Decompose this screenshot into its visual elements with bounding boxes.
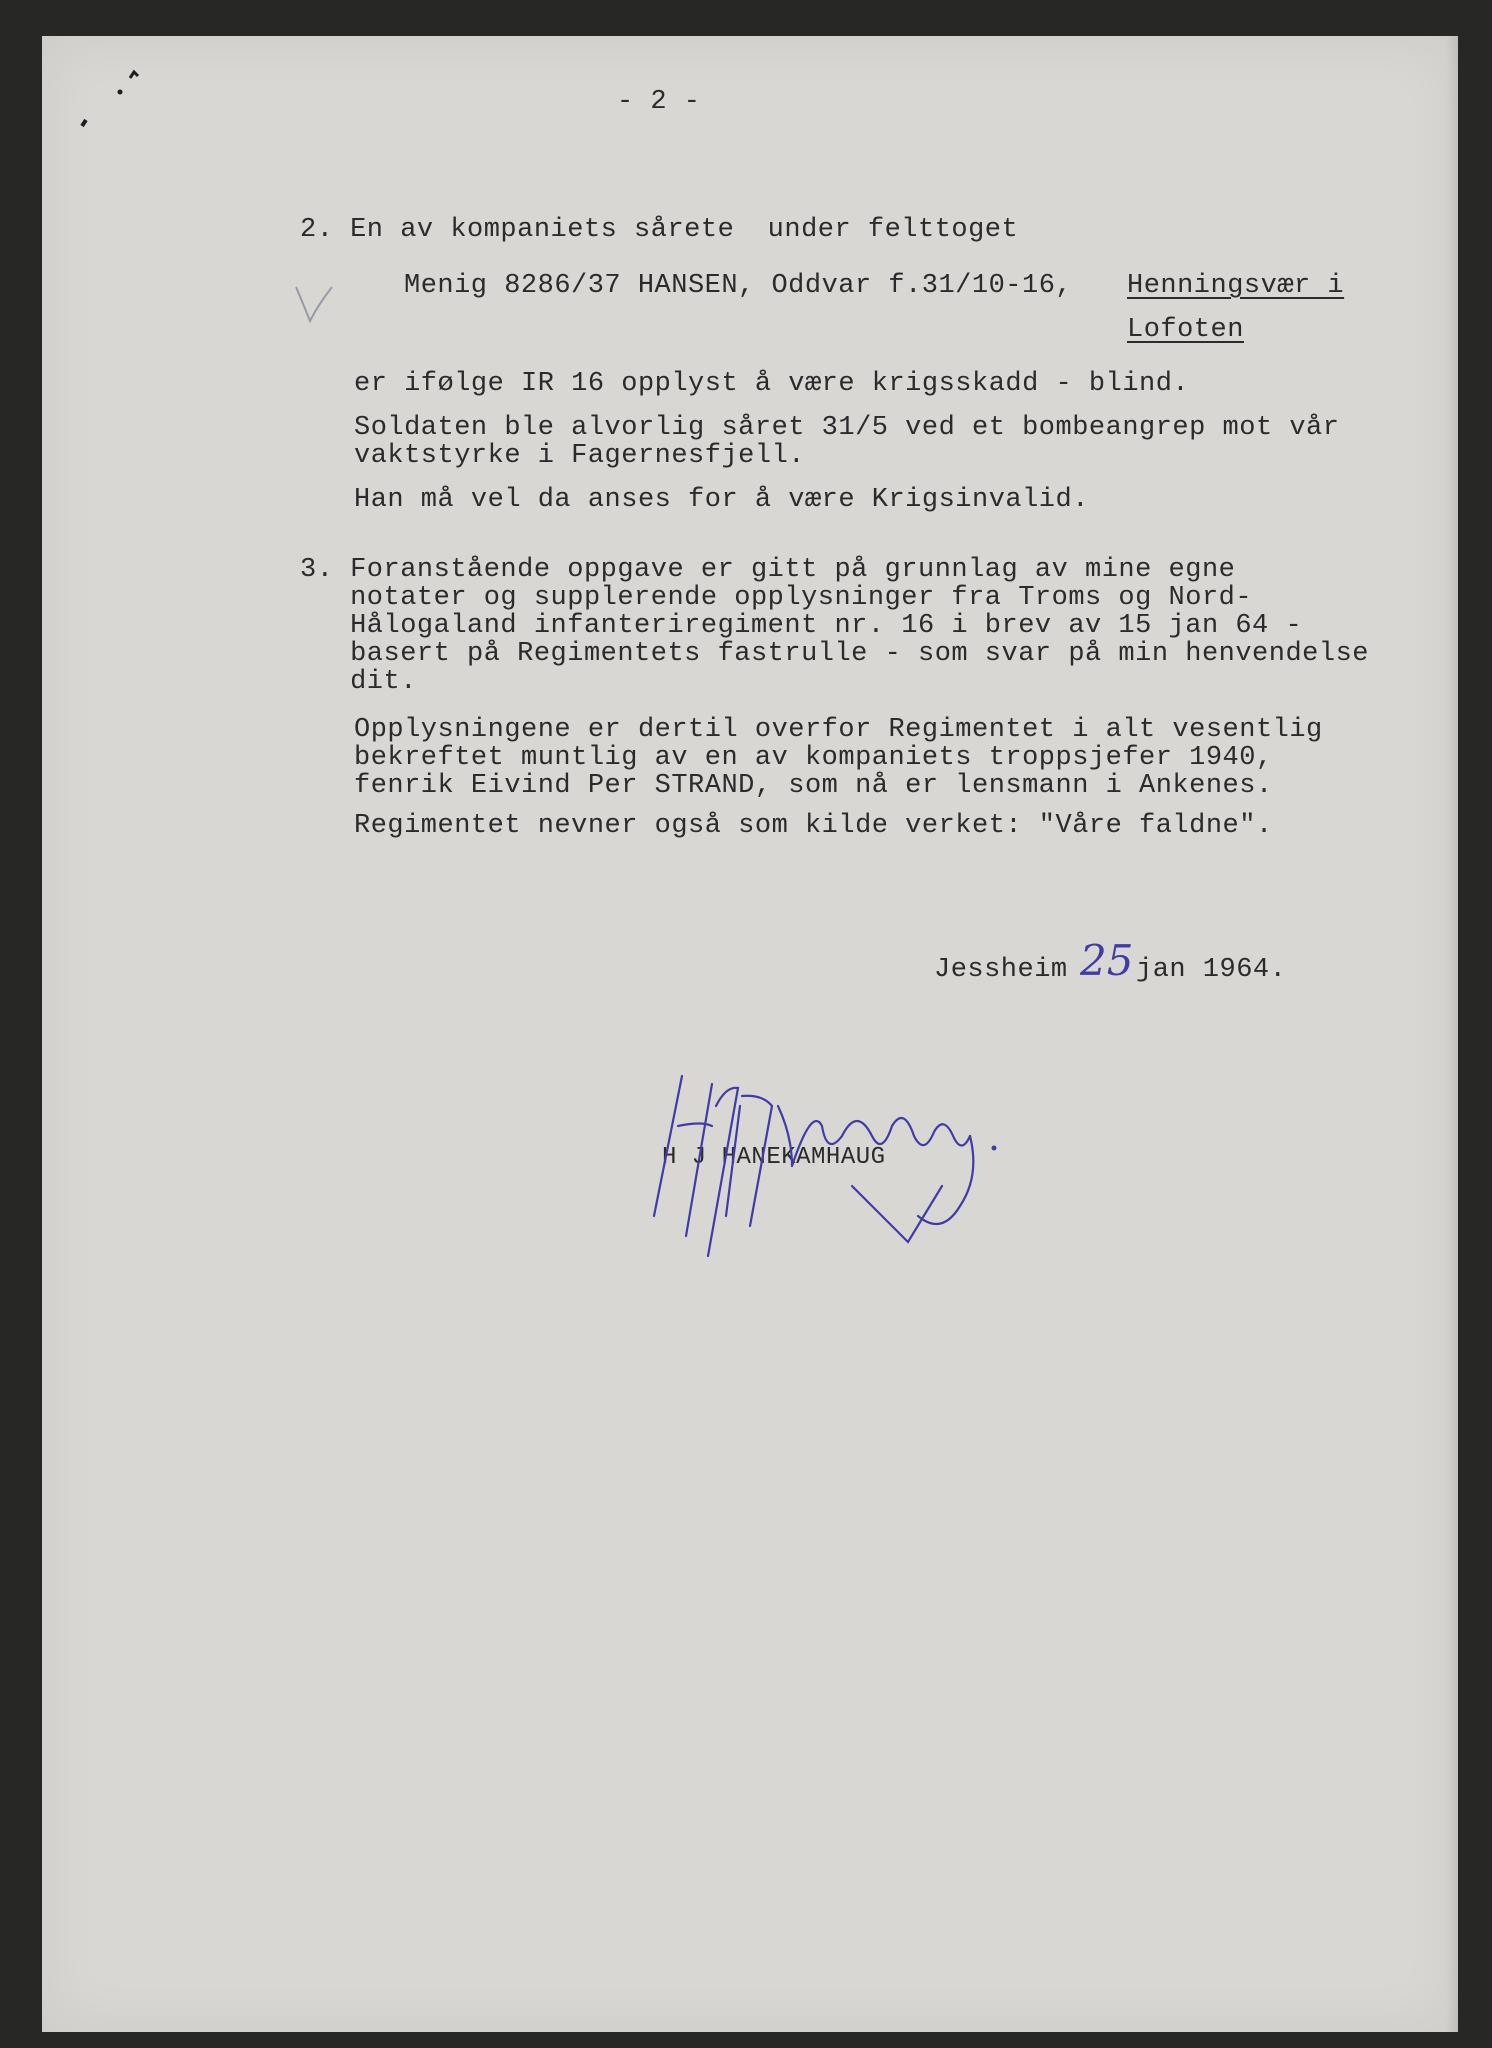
typed-signatory-name: H J HANEKAMHAUG: [662, 1144, 886, 1171]
handwritten-signature: [642, 1066, 1062, 1296]
date-rest: jan 1964.: [1136, 955, 1287, 985]
section-2-paragraph-2-line-2: vaktstyrke i Fagernesfjell.: [354, 441, 805, 471]
pencil-check-mark: [292, 281, 342, 331]
section-3-paragraph-2-line: fenrik Eivind Per STRAND, som nå er lensmann i Ankenes.: [354, 771, 1273, 801]
paper-edge-shadow: [1446, 36, 1458, 2032]
place-line-1: Henningsvær i: [1127, 271, 1345, 301]
date-place: Jessheim: [934, 955, 1068, 985]
section-3-paragraph-2-line: bekreftet muntlig av en av kompaniets troppsjefer 1940,: [354, 743, 1273, 773]
section-3-line: basert på Regimentets fastrulle - som svar på min henvendelse: [300, 639, 1369, 669]
section-3-line: dit.: [300, 667, 417, 697]
section-2-heading: 2. En av kompaniets sårete under felttoget: [300, 215, 1019, 245]
handwritten-day: 25: [1080, 936, 1134, 985]
section-2-paragraph-3: Han må vel da anses for å være Krigsinvalid.: [354, 485, 1089, 515]
soldier-line: Menig 8286/37 HANSEN, Oddvar f.31/10-16,: [404, 271, 1073, 301]
section-3-paragraph-2-line: Opplysningene er dertil overfor Regimentet i alt vesentlig: [354, 715, 1323, 745]
page-number: - 2 -: [617, 87, 701, 117]
document-page: [42, 36, 1458, 2032]
place-line-2: Lofoten: [1127, 315, 1244, 345]
section-3-line: 3. Foranstående oppgave er gitt på grunnlag av mine egne: [300, 555, 1236, 585]
section-2-paragraph-2-line-1: Soldaten ble alvorlig såret 31/5 ved et bombeangrep mot vår: [354, 413, 1340, 443]
section-3-paragraph-3: Regimentet nevner også som kilde verket: "Våre faldne".: [354, 811, 1273, 841]
section-2-paragraph-1: er ifølge IR 16 opplyst å være krigsskadd - blind.: [354, 369, 1190, 399]
section-3-line: Hålogaland infanteriregiment nr. 16 i brev av 15 jan 64 -: [300, 611, 1303, 641]
margin-ink-marks: [72, 56, 152, 146]
section-3-line: notater og supplerende opplysninger fra Troms og Nord-: [300, 583, 1253, 613]
